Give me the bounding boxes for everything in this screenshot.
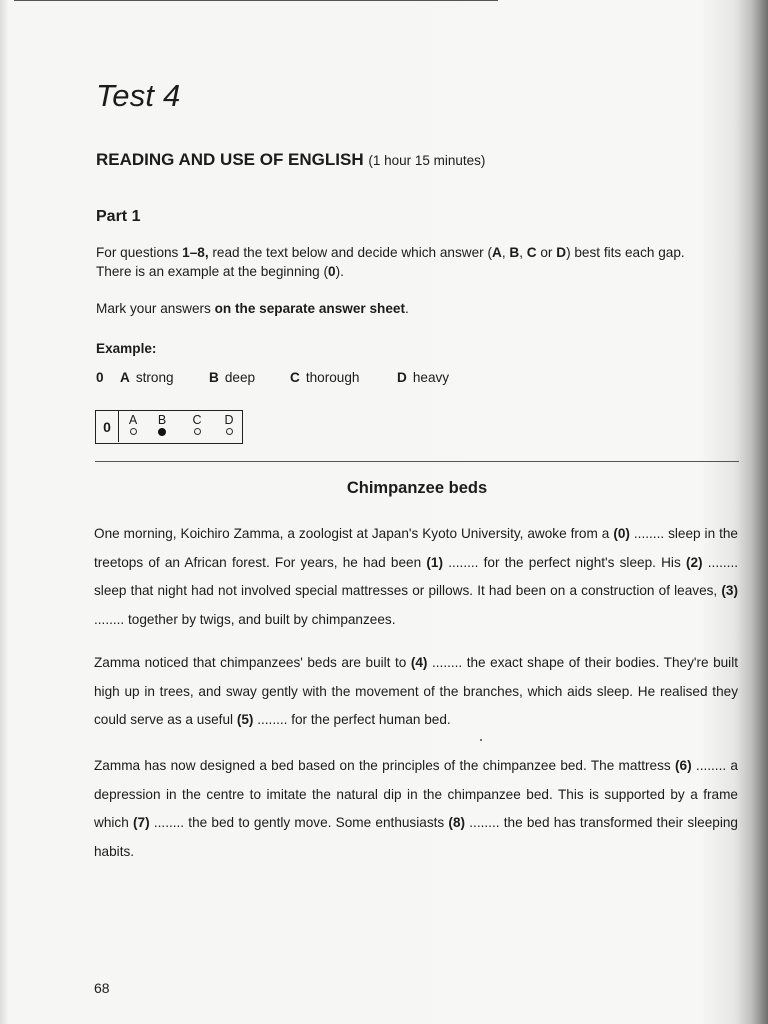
part-title: Part 1: [96, 208, 141, 225]
instructions-text: ) best fits each gap.: [566, 245, 685, 260]
section-divider: [95, 461, 739, 462]
separator: or: [536, 245, 557, 260]
passage-paragraph-3: [94, 752, 738, 866]
option-text: deep: [224, 370, 256, 385]
passage-text: ........ for the perfect human bed.: [253, 712, 451, 728]
letter-b: B: [509, 245, 520, 260]
example-number: 0: [96, 370, 104, 385]
option-text: thorough: [305, 370, 360, 385]
mark-answers-text: .: [405, 301, 409, 316]
answer-letter: A: [128, 413, 138, 427]
passage-title: Chimpanzee beds: [346, 479, 488, 497]
passage-text: ........ a depression in the centre to imitate the natural dip in the chimpanzee bed. This is supported by a frame which: [94, 758, 738, 831]
gap-number: (0): [613, 526, 630, 541]
passage-text: Zamma noticed that chimpanzees' beds are built to: [94, 655, 411, 670]
instructions-text: ).: [335, 264, 344, 279]
gap-number: (6): [674, 758, 692, 773]
mark-answers-text: Mark your answers: [96, 301, 215, 316]
answer-bubble-b: [152, 413, 172, 436]
page-top-rule: [14, 0, 498, 1]
page-left-edge: [0, 0, 8, 1024]
bubble-icon: [130, 428, 137, 435]
passage-text: ........ sleep in the treetops of an African forest. For years, he had been: [94, 526, 738, 570]
passage-paragraph-2: [94, 649, 738, 735]
instructions-text: There is an example at the beginning (: [96, 264, 328, 279]
passage-text: One morning, Koichiro Zamma, a zoologist at Japan's Kyoto University, awoke from a: [94, 526, 614, 541]
passage-text: ........ the bed has transformed their sleeping habits.: [94, 815, 738, 859]
example-option-a: [120, 370, 174, 385]
gap-number: (3): [721, 583, 738, 599]
mark-answers-instruction: [96, 301, 409, 316]
letter-a: A: [491, 245, 502, 260]
mark-answers-bold: on the separate answer sheet: [214, 301, 405, 316]
gap-number: (5): [236, 712, 254, 728]
section-title: [96, 150, 485, 170]
passage-text: ........ sleep that night had not involved special mattresses or pillows. It had been on a construction of leaves,: [94, 554, 738, 599]
gap-number: (2): [685, 554, 703, 570]
bubble-icon: [194, 428, 201, 435]
passage-text: ........ the exact shape of their bodies. They're built high up in trees, and sway gently with the movement of the branches, which aids sleep. He realised they could serve as a useful: [94, 655, 739, 728]
answer-bubble-c: [187, 413, 207, 435]
answer-bubble-a: [123, 413, 143, 435]
bubble-icon: [226, 428, 233, 435]
letter-c: C: [526, 245, 537, 260]
test-title: Test 4: [96, 78, 181, 113]
answer-letter: C: [192, 413, 202, 427]
option-text: strong: [135, 370, 174, 385]
option-text: heavy: [412, 370, 450, 385]
passage-text: Zamma has now designed a bed based on the principles of the chimpanzee bed. The mattress: [94, 758, 675, 773]
gap-number: (4): [410, 655, 428, 670]
separator: ,: [519, 245, 527, 260]
gap-number: (8): [448, 815, 466, 831]
speck: [480, 739, 482, 741]
question-range: 1–8,: [182, 245, 209, 260]
example-label: Example:: [96, 341, 157, 356]
example-option-c: [290, 370, 360, 385]
bubble-icon: [158, 428, 166, 436]
option-letter: D: [397, 370, 407, 385]
separator: ,: [501, 245, 510, 260]
page-number: 68: [94, 980, 110, 996]
example-answer-box: [95, 410, 243, 444]
instructions-text: For questions: [96, 245, 183, 260]
section-duration: (1 hour 15 minutes): [368, 153, 486, 168]
answer-letter: B: [157, 413, 167, 427]
example-option-b: [209, 370, 255, 385]
letter-d: D: [556, 245, 567, 260]
answer-letter: D: [224, 413, 234, 427]
section-name: READING AND USE OF ENGLISH: [96, 150, 364, 169]
option-letter: A: [120, 370, 130, 385]
passage-text: ........ the bed to gently move. Some enthusiasts: [149, 815, 449, 831]
gap-number: (7): [133, 815, 150, 831]
passage-text: ........ for the perfect night's sleep. His: [443, 554, 686, 570]
answer-bubble-d: [219, 413, 239, 435]
gap-number: (1): [426, 554, 444, 570]
example-option-d: [397, 370, 449, 385]
passage-text: ........ together by twigs, and built by chimpanzees.: [94, 611, 396, 627]
example-zero: 0: [328, 264, 336, 279]
instructions: [96, 243, 746, 281]
answer-box-number: 0: [96, 411, 119, 442]
option-letter: B: [209, 370, 219, 385]
passage-paragraph-1: [94, 520, 738, 634]
instructions-text: read the text below and decide which answer (: [208, 245, 492, 260]
option-letter: C: [290, 370, 300, 385]
